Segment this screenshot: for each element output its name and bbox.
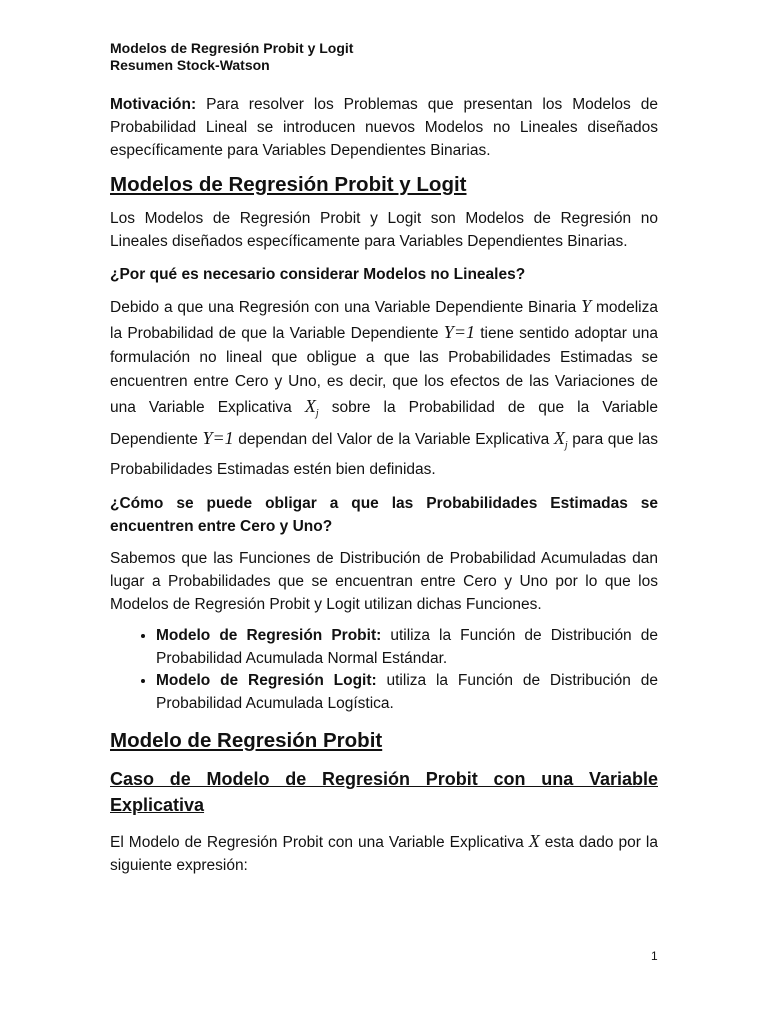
header-title: Modelos de Regresión Probit y Logit: [110, 40, 354, 56]
subsection-heading-single-variable: Caso de Modelo de Regresión Probit con una Variable Explicativa: [110, 769, 658, 815]
math-eq-one-2: =1: [212, 428, 234, 448]
math-x-symbol: X: [304, 396, 316, 416]
model-list: [110, 625, 658, 715]
math-y-symbol: Y: [443, 322, 454, 342]
motivation-label: Motivación:: [110, 96, 197, 113]
math-j-subscript-2: j: [564, 440, 568, 451]
section-heading-probit-logit: Modelos de Regresión Probit y Logit: [110, 173, 467, 196]
nonlinear-explanation-paragraph: [110, 294, 658, 482]
p2-text-f: para que las Probabilidades Estimadas estén bien definidas.: [110, 431, 658, 478]
math-x-j: [304, 396, 319, 419]
p2-text-d: sobre la Probabilidad de que la Variable Dependiente: [110, 399, 658, 448]
document-page: [110, 40, 658, 877]
math-y: Y: [581, 296, 592, 316]
intro-paragraph: Los Modelos de Regresión Probit y Logit son Modelos de Regresión no Lineales diseñados específicamente para Variables Dependientes Binarias.: [110, 210, 658, 250]
motivation-text: Para resolver los Problemas que presentan los Modelos de Probabilidad Lineal se introducen nuevos Modelos no Lineales diseñados específicamente para Variables Dependientes Binarias.: [110, 96, 658, 159]
cdf-paragraph: Sabemos que las Funciones de Distribución de Probabilidad Acumuladas dan lugar a Probabilidades que se encuentran entre Cero y Uno por lo que los Modelos de Regresión Probit y Logit utilizan dichas Funciones.: [110, 550, 658, 613]
logit-label: Modelo de Regresión Logit:: [156, 672, 377, 689]
p2-text-e: dependan del Valor de la Variable Explicativa: [233, 431, 554, 448]
question-bounds: [110, 492, 658, 538]
math-x-symbol-2: X: [553, 428, 565, 448]
page-number: 1: [651, 949, 658, 963]
probit-description: utiliza la Función de Distribución de Probabilidad Acumulada Normal Estándar.: [156, 627, 658, 667]
list-item-probit: [156, 625, 658, 670]
motivation-paragraph: [110, 93, 658, 162]
running-header: [110, 40, 658, 74]
question-bounds-text: ¿Cómo se puede obligar a que las Probabilidades Estimadas se encuentren entre Cero y Uno?: [110, 495, 658, 535]
probit-label: Modelo de Regresión Probit:: [156, 627, 382, 644]
math-y-symbol-2: Y: [202, 428, 213, 448]
p2-text-b: modeliza la Probabilidad de que la Variable Dependiente: [110, 299, 658, 342]
list-item-logit: [156, 670, 658, 715]
logit-description: utiliza la Función de Distribución de Probabilidad Acumulada Logística.: [156, 672, 658, 712]
p2-text-c: tiene sentido adoptar una formulación no lineal que obligue a que las Probabilidades Estimadas se encuentren entre Cero y Uno, es decir, que los efectos de las Variaciones de una Variable Explicativa: [110, 325, 658, 416]
math-x: X: [528, 831, 540, 851]
probit-expression-paragraph: [110, 830, 658, 877]
math-y-eq-1-second: [202, 428, 233, 448]
math-eq-one: =1: [453, 322, 475, 342]
p2-text-a: Debido a que una Regresión con una Variable Dependiente Binaria: [110, 299, 582, 316]
probit-text-b: esta dado por la siguiente expresión:: [110, 834, 658, 874]
probit-text-a: El Modelo de Regresión Probit con una Variable Explicativa: [110, 834, 529, 851]
math-x-j-second: [553, 428, 568, 451]
section-heading-probit: Modelo de Regresión Probit: [110, 729, 383, 752]
header-subtitle: Resumen Stock-Watson: [110, 57, 270, 73]
question-nonlinear: [110, 263, 658, 286]
question-nonlinear-text: ¿Por qué es necesario considerar Modelos no Lineales?: [110, 266, 526, 283]
math-j-subscript: j: [315, 408, 319, 419]
math-y-eq-1: [444, 322, 475, 342]
